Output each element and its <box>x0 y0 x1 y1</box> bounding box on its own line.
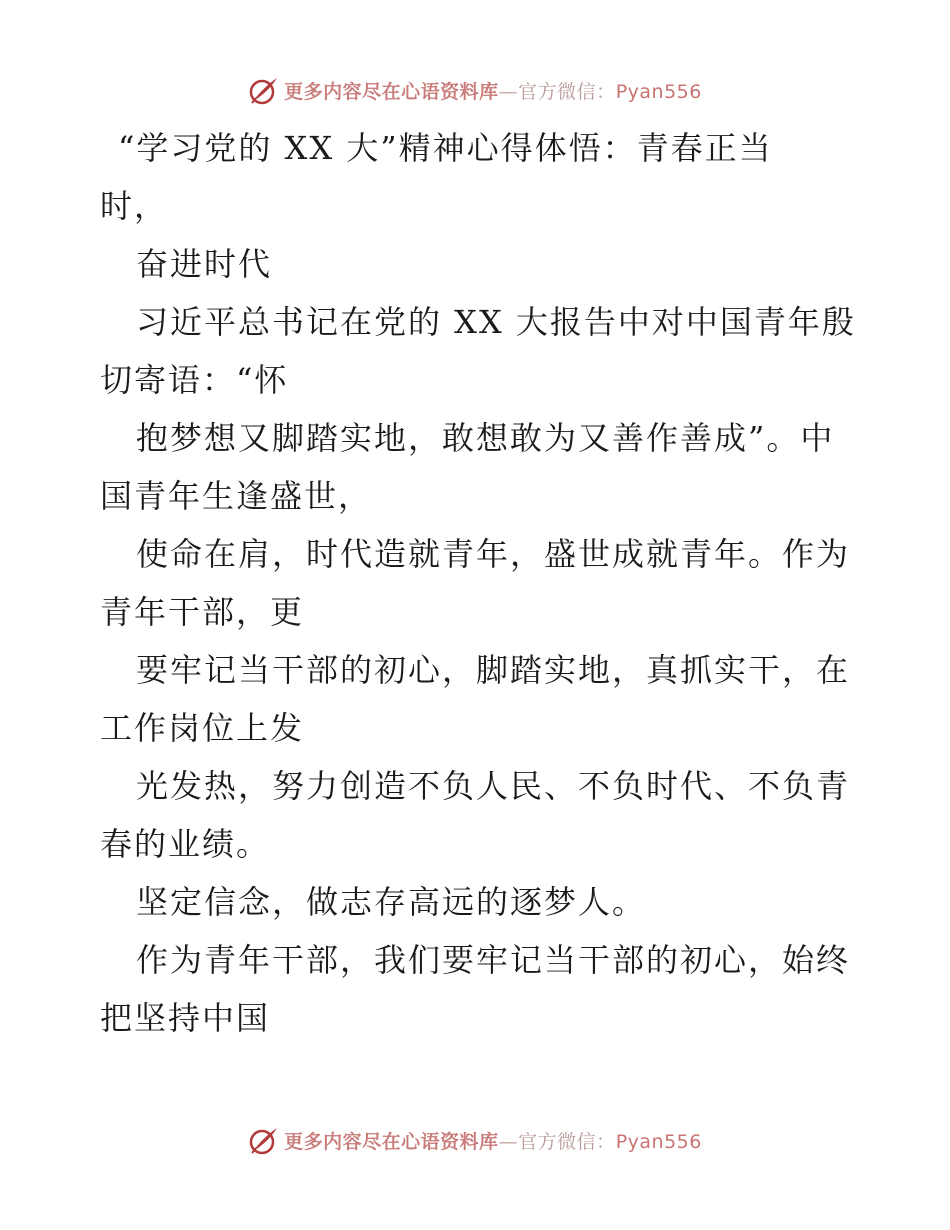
paragraph-line: 使命在肩，时代造就青年，盛世成就青年。作为 <box>136 535 851 573</box>
paragraph-line: 青年干部，更 <box>100 593 305 631</box>
document-title-line-2: 时， <box>100 187 169 225</box>
paragraph-line: 习近平总书记在党的 XX 大报告中对中国青年殷 <box>136 303 856 341</box>
paragraph-line: 春的业绩。 <box>100 825 271 863</box>
paragraph-line: 切寄语：“怀 <box>100 361 289 399</box>
paragraph-line: 工作岗位上发 <box>100 709 305 747</box>
paragraph-line: 要牢记当干部的初心，脚踏实地，真抓实干，在 <box>136 651 851 689</box>
paragraph-line: 抱梦想又脚踏实地，敢想敢为又善作善成”。中 <box>136 419 835 457</box>
quill-logo-icon <box>248 1124 280 1156</box>
watermark-text: 更多内容尽在心语资料库—官方微信：Pyan556 <box>284 1130 702 1153</box>
watermark-text: 更多内容尽在心语资料库—官方微信：Pyan556 <box>284 80 702 103</box>
paragraph-line: 坚定信念，做志存高远的逐梦人。 <box>136 883 647 921</box>
paragraph-line: 作为青年干部，我们要牢记当干部的初心，始终 <box>136 941 851 979</box>
paragraph-line: 国青年生逢盛世， <box>100 477 373 515</box>
footer-watermark <box>0 1122 950 1158</box>
paragraph-line: 奋进时代 <box>136 245 273 283</box>
paragraph-line: 光发热，努力创造不负人民、不负时代、不负青 <box>136 767 851 805</box>
paragraph-line: 把坚持中国 <box>100 999 271 1037</box>
document-title-line-1: “学习党的 XX 大”精神心得体悟：青春正当 <box>118 129 773 167</box>
